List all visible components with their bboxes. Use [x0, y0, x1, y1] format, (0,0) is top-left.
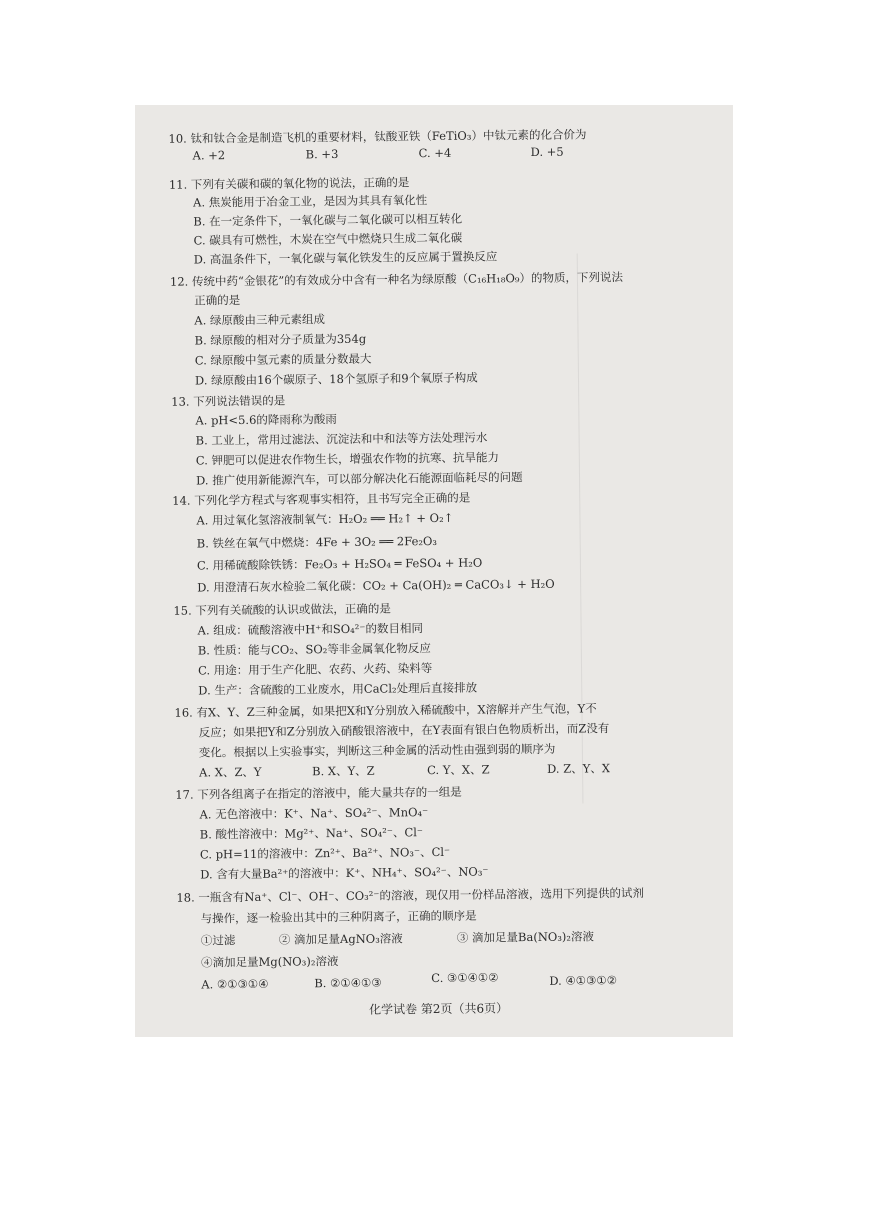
question-16-cont-2: 变化。根据以上实验事实，判断这三种金属的活动性由强到弱的顺序为: [198, 741, 556, 760]
q17-option-a: A. 无色溶液中：K⁺、Na⁺、SO₄²⁻、MnO₄⁻: [199, 805, 429, 822]
exam-sheet: [135, 105, 733, 1037]
q18-option-d: D. ④①③①②: [549, 973, 618, 988]
q10-option-b: B. +3: [305, 146, 339, 162]
q12-option-d: D. 绿原酸由16个碳原子、18个氢原子和9个氧原子构成: [194, 370, 478, 388]
question-16: 16. 有X、Y、Z三种金属，如果把X和Y分别放入稀硫酸中，X溶解并产生气泡，Y不: [174, 701, 597, 720]
q16-option-d: D. Z、Y、X: [547, 761, 611, 776]
question-12: 12. 传统中药“金银花”的有效成分中含有一种名为绿原酸（C₁₆H₁₈O₉）的物质，下列说法: [169, 270, 624, 289]
page-footer: 化学试卷 第2页（共6页）: [368, 1001, 509, 1017]
q12-option-a: A. 绿原酸由三种元素组成: [194, 312, 326, 328]
q16-option-a: A. X、Z、Y: [199, 764, 262, 780]
q16-option-b: B. X、Y、Z: [312, 763, 375, 779]
question-15: 15. 下列有关硫酸的认识或做法，正确的是: [173, 601, 391, 618]
q10-option-a: A. +2: [192, 148, 226, 163]
question-18-cont: 与操作，逐一检验出其中的三种阴离子，正确的顺序是: [200, 908, 477, 926]
q18-step-4: ④滴加足量Mg(NO₃)₂溶液: [201, 954, 339, 970]
q10-option-c: C. +4: [418, 145, 452, 161]
q17-option-d: D. 含有大量Ba²⁺的溶液中：K⁺、NH₄⁺、SO₄²⁻、NO₃⁻: [200, 864, 489, 882]
q16-option-c: C. Y、X、Z: [427, 762, 490, 778]
q15-option-a: A. 组成：硫酸溶液中H⁺和SO₄²⁻的数目相同: [197, 621, 423, 638]
q18-option-c: C. ③①④①②: [431, 970, 499, 986]
q14-option-d: D. 用澄清石灰水检验二氧化碳：CO₂ + Ca(OH)₂ ═ CaCO₃↓ + H₂O: [197, 576, 555, 595]
q18-step-2: ② 滴加足量AgNO₃溶液: [278, 931, 403, 947]
question-14: 14. 下列化学方程式与客观事实相符，且书写完全正确的是: [172, 490, 471, 508]
exam-paper-photo: [135, 105, 733, 1037]
q18-option-b: B. ②①④①③: [314, 975, 382, 991]
q13-option-a: A. pH<5.6的降雨称为酸雨: [195, 412, 337, 428]
q15-option-c: C. 用途：用于生产化肥、农药、火药、染料等: [197, 661, 433, 678]
q13-option-b: B. 工业上，常用过滤法、沉淀法和中和法等方法处理污水: [195, 430, 488, 448]
q12-option-c: C. 绿原酸中氢元素的质量分数最大: [194, 351, 372, 368]
q11-option-b: B. 在一定条件下，一氧化碳与二氧化碳可以相互转化: [193, 211, 463, 229]
q18-option-a: A. ②①③①④: [201, 976, 269, 992]
q17-option-c: C. pH=11的溶液中：Zn²⁺、Ba²⁺、NO₃⁻、Cl⁻: [199, 844, 451, 862]
question-11: 11. 下列有关碳和碳的氧化物的说法，正确的是: [168, 175, 410, 192]
question-18: 18. 一瓶含有Na⁺、Cl⁻、OH⁻、CO₃²⁻的溶液，现仅用一份样品溶液，选用下列提供的试剂: [176, 885, 644, 905]
q18-step-3: ③ 滴加足量Ba(NO₃)₂溶液: [456, 929, 595, 945]
question-17: 17. 下列各组离子在指定的溶液中，能大量共存的一组是: [175, 784, 462, 802]
q13-option-c: C. 钾肥可以促进农作物生长，增强农作物的抗寒、抗旱能力: [195, 450, 500, 468]
q14-option-b: B. 铁丝在氧气中燃烧：4Fe + 3O₂ ══ 2Fe₂O₃: [196, 533, 438, 551]
q15-option-d: D. 生产：含硫酸的工业废水，用CaCl₂处理后直接排放: [198, 680, 478, 698]
q12-option-b: B. 绿原酸的相对分子质量为354g: [194, 331, 367, 348]
q10-option-d: D. +5: [530, 144, 564, 159]
question-12-cont: 正确的是: [194, 293, 241, 308]
q11-option-c: C. 碳具有可燃性，木炭在空气中燃烧只生成二氧化碳: [193, 230, 463, 248]
q13-option-d: D. 推广使用新能源汽车，可以部分解决化石能源面临耗尽的问题: [195, 470, 523, 488]
q18-step-1: ①过滤: [200, 933, 236, 948]
q17-option-b: B. 酸性溶液中：Mg²⁺、Na⁺、SO₄²⁻、Cl⁻: [199, 825, 424, 842]
q15-option-b: B. 性质：能与CO₂、SO₂等非金属氧化物反应: [197, 641, 431, 658]
question-10: 10. 钛和钛合金是制造飞机的重要材料，钛酸亚铁（FeTiO₃）中钛元素的化合价为: [168, 127, 587, 146]
question-13: 13. 下列说法错误的是: [171, 393, 286, 409]
q14-option-c: C. 用稀硫酸除铁锈：Fe₂O₃ + H₂SO₄ ═ FeSO₄ + H₂O: [196, 555, 483, 573]
q11-option-a: A. 焦炭能用于冶金工业，是因为其具有氧化性: [193, 193, 428, 210]
q11-option-d: D. 高温条件下，一氧化碳与氧化铁发生的反应属于置换反应: [193, 249, 498, 267]
question-16-cont-1: 反应；如果把Y和Z分别放入硝酸银溶液中，在Y表面有银白色物质析出，而Z没有: [198, 721, 610, 740]
q14-option-a: A. 用过氧化氢溶液制氧气：H₂O₂ ══ H₂↑ + O₂↑: [196, 510, 454, 528]
